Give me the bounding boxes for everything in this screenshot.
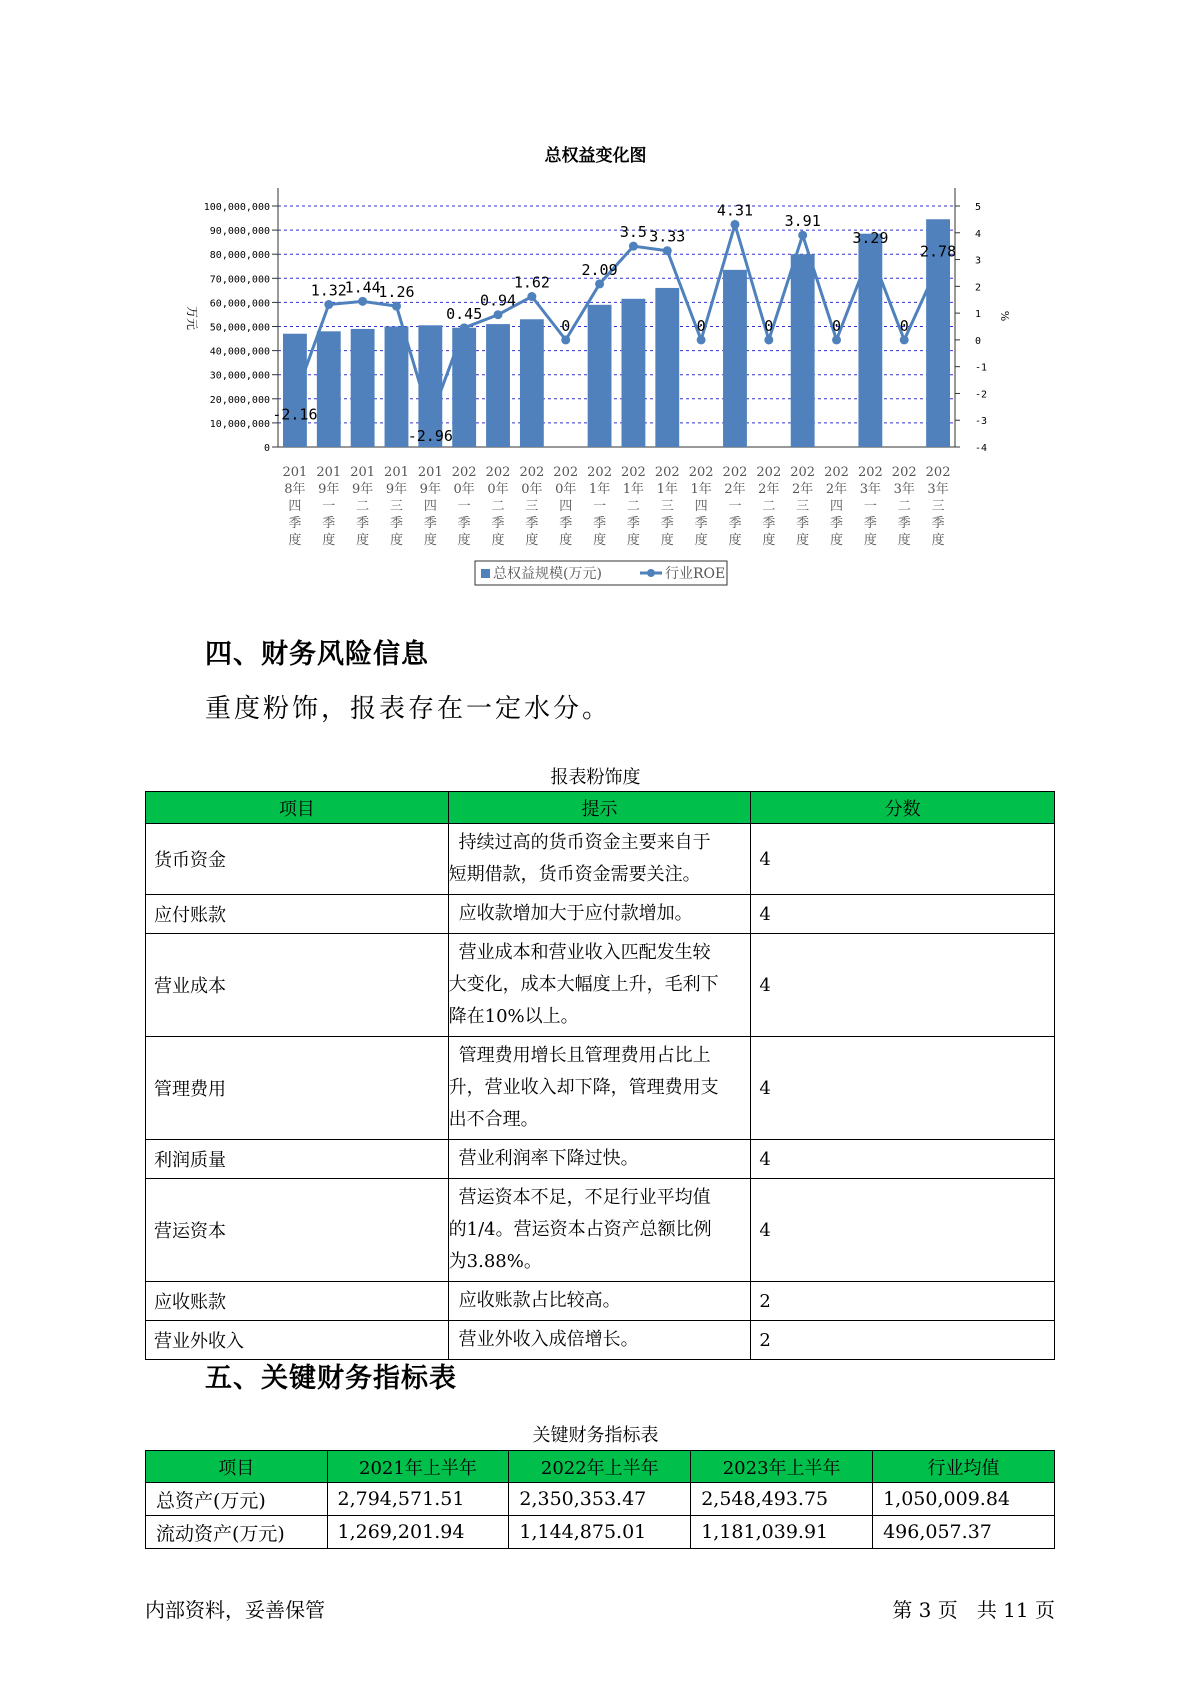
x-category-label: 三	[796, 499, 810, 514]
x-category-label: 季	[796, 516, 810, 531]
y-left-tick-label: 30,000,000	[209, 370, 270, 382]
x-category-label: 三	[525, 499, 539, 514]
x-category-label: 度	[626, 533, 640, 548]
cell: 总资产(万元)	[146, 1483, 328, 1516]
x-category-label: 季	[660, 516, 674, 531]
y-left-tick-label: 80,000,000	[209, 250, 270, 262]
header-item: 项目	[146, 1451, 328, 1483]
x-category-label: 2年	[724, 482, 746, 497]
bar	[588, 305, 612, 447]
x-category-label: 季	[728, 516, 742, 531]
table2-caption: 关键财务指标表	[532, 1425, 659, 1446]
table-row	[146, 1140, 1055, 1179]
hint-line: 短期借款，货币资金需要关注。	[448, 864, 701, 885]
table-row	[146, 1282, 1055, 1321]
bar	[791, 254, 815, 447]
roe-point	[426, 415, 435, 424]
hint-line: 出不合理。	[448, 1109, 539, 1130]
item-cell: 利润质量	[146, 1140, 449, 1179]
x-category-label: 一	[863, 499, 877, 514]
table-row	[146, 895, 1055, 934]
roe-data-label: 3.29	[852, 228, 889, 247]
x-category-label: 201	[316, 465, 342, 480]
table-row	[146, 1516, 1055, 1549]
y-left-tick-label: 0	[263, 443, 270, 454]
cell: 2,350,353.47	[509, 1483, 691, 1516]
x-category-label: 度	[694, 533, 708, 548]
hint-line: 应收账款占比较高。	[458, 1290, 621, 1311]
x-category-label: 202	[485, 465, 511, 480]
cell: 1,269,201.94	[327, 1516, 509, 1549]
x-category-label: 四	[423, 499, 437, 514]
roe-data-label: 0	[764, 316, 774, 335]
table-row	[146, 934, 1055, 1037]
item-cell: 应收账款	[146, 1282, 449, 1321]
x-category-label: 201	[417, 465, 443, 480]
x-category-label: 四	[559, 499, 573, 514]
score-cell: 2	[751, 1282, 1055, 1321]
hint-cell	[448, 934, 751, 1037]
hint-cell	[448, 895, 751, 934]
x-category-label: 季	[423, 516, 437, 531]
x-category-label: 二	[626, 499, 640, 514]
hint-line: 营业成本和营业收入匹配发生较	[458, 942, 711, 963]
bar	[317, 331, 341, 447]
header-industry-avg: 行业均值	[873, 1451, 1055, 1483]
table-row	[146, 824, 1055, 895]
roe-point	[663, 246, 672, 255]
roe-point	[494, 310, 503, 319]
x-category-label: 9年	[419, 482, 441, 497]
y-right-tick-label: -1	[975, 362, 988, 374]
x-category-label: 202	[621, 465, 646, 480]
x-category-label: 度	[389, 533, 403, 548]
x-category-label: 202	[722, 465, 748, 480]
roe-point	[527, 292, 536, 301]
cell: 流动资产(万元)	[146, 1516, 328, 1549]
x-category-label: 3年	[927, 482, 949, 497]
roe-data-label: 1.62	[513, 273, 550, 292]
x-category-label: 度	[728, 533, 742, 548]
x-category-label: 202	[688, 465, 714, 480]
y-left-tick-label: 20,000,000	[209, 394, 270, 406]
cell: 2,794,571.51	[327, 1483, 509, 1516]
bar	[622, 299, 646, 447]
roe-point	[798, 231, 807, 240]
roe-data-label: 3.33	[649, 227, 686, 246]
chart-title: 总权益变化图	[544, 146, 647, 166]
roe-data-label: 0	[696, 316, 706, 335]
x-category-label: 9年	[318, 482, 340, 497]
legend-line-label: 行业ROE	[665, 566, 726, 582]
bar	[452, 328, 476, 447]
x-category-label: 季	[491, 516, 505, 531]
y-right-tick-label: 3	[975, 255, 982, 267]
x-category-label: 度	[288, 533, 302, 548]
x-category-label: 三	[660, 499, 674, 514]
table-row	[146, 1037, 1055, 1140]
section-4-heading: 四、财务风险信息	[205, 639, 429, 670]
item-cell: 管理费用	[146, 1037, 449, 1140]
hint-line: 升，营业收入却下降，管理费用支	[448, 1077, 719, 1098]
legend-bar-label: 总权益规模(万元)	[493, 566, 602, 582]
hint-line: 营业利润率下降过快。	[458, 1148, 639, 1169]
y-left-tick-label: 100,000,000	[203, 202, 270, 213]
x-category-label: 度	[491, 533, 505, 548]
cell: 1,144,875.01	[509, 1516, 691, 1549]
x-category-label: 季	[626, 516, 640, 531]
x-category-label: 202	[790, 465, 816, 480]
x-category-label: 度	[423, 533, 437, 548]
x-category-label: 202	[891, 465, 917, 480]
x-category-label: 202	[451, 465, 477, 480]
x-category-label: 度	[457, 533, 471, 548]
x-category-label: 度	[660, 533, 674, 548]
roe-point	[324, 300, 333, 309]
key-indicators-table	[145, 1450, 1055, 1549]
roe-data-label: -2.96	[407, 427, 453, 446]
x-category-label: 季	[288, 516, 302, 531]
x-category-label: 季	[389, 516, 403, 531]
x-category-label: 度	[796, 533, 810, 548]
roe-point	[730, 220, 739, 229]
cell: 2,548,493.75	[691, 1483, 873, 1516]
x-category-label: 度	[897, 533, 911, 548]
table-header-row	[146, 792, 1055, 824]
legend-line-marker	[647, 569, 655, 577]
x-category-label: 季	[322, 516, 336, 531]
bar	[351, 329, 375, 447]
item-cell: 营业成本	[146, 934, 449, 1037]
header-2022h1: 2022年上半年	[509, 1451, 691, 1483]
y-left-axis-title: 万元	[185, 305, 199, 331]
x-category-label: 2年	[758, 482, 780, 497]
roe-point	[629, 242, 638, 251]
cell: 496,057.37	[873, 1516, 1055, 1549]
y-left-tick-label: 50,000,000	[209, 322, 270, 334]
x-category-label: 度	[762, 533, 776, 548]
header-score: 分数	[751, 792, 1055, 824]
x-category-label: 二	[897, 499, 911, 514]
roe-point	[832, 335, 841, 344]
x-category-label: 201	[350, 465, 376, 480]
x-category-label: 季	[863, 516, 877, 531]
score-cell: 4	[751, 824, 1055, 895]
cell: 1,050,009.84	[873, 1483, 1055, 1516]
x-category-label: 度	[593, 533, 607, 548]
x-category-label: 季	[593, 516, 607, 531]
x-category-label: 201	[282, 465, 308, 480]
item-cell: 应付账款	[146, 895, 449, 934]
x-category-label: 201	[384, 465, 409, 480]
bar	[520, 319, 544, 447]
score-cell: 4	[751, 895, 1055, 934]
item-cell: 营运资本	[146, 1179, 449, 1282]
roe-data-label: 2.09	[581, 260, 618, 279]
hint-line: 大变化，成本大幅度上升，毛利下	[448, 974, 719, 995]
roe-point	[934, 261, 943, 270]
x-category-label: 202	[553, 465, 579, 480]
score-cell: 4	[751, 934, 1055, 1037]
y-right-tick-label: -3	[975, 416, 988, 428]
hint-cell	[448, 824, 751, 895]
x-category-label: 202	[857, 465, 883, 480]
x-category-label: 二	[491, 499, 505, 514]
x-category-label: 一	[322, 499, 336, 514]
roe-data-label: 3.5	[619, 223, 647, 242]
x-category-label: 1年	[656, 482, 678, 497]
bar	[655, 288, 679, 447]
x-category-label: 四	[694, 499, 708, 514]
header-hint: 提示	[448, 792, 751, 824]
y-left-tick-label: 10,000,000	[209, 418, 270, 430]
hint-line: 为3.88%。	[448, 1251, 542, 1272]
hint-cell	[448, 1321, 751, 1360]
x-category-label: 1年	[588, 482, 611, 497]
x-category-label: 季	[457, 516, 471, 531]
header-item: 项目	[146, 792, 449, 824]
y-left-tick-label: 90,000,000	[209, 226, 270, 238]
roe-point	[900, 335, 909, 344]
roe-point	[697, 335, 706, 344]
bar	[723, 270, 747, 447]
hint-cell	[448, 1140, 751, 1179]
x-category-label: 202	[587, 465, 612, 480]
x-category-label: 1年	[690, 482, 712, 497]
x-category-label: 202	[756, 465, 782, 480]
roe-data-label: 3.91	[784, 212, 821, 231]
bar	[486, 324, 510, 447]
score-cell: 4	[751, 1037, 1055, 1140]
footer-left: 内部资料，妥善保管	[145, 1598, 325, 1622]
section-4-text: 重度粉饰，报表存在一定水分。	[205, 694, 612, 724]
score-cell: 4	[751, 1179, 1055, 1282]
x-category-label: 度	[559, 533, 573, 548]
section-5-heading: 五、关键财务指标表	[205, 1363, 457, 1394]
x-category-label: 度	[356, 533, 370, 548]
table1-caption: 报表粉饰度	[550, 767, 641, 788]
hint-line: 的1/4。营运资本占资产总额比例	[448, 1219, 712, 1240]
y-right-tick-label: 2	[975, 282, 982, 294]
roe-data-label: 1.44	[344, 278, 381, 297]
item-cell: 营业外收入	[146, 1321, 449, 1360]
x-category-label: 季	[525, 516, 539, 531]
x-category-label: 一	[457, 499, 471, 514]
x-category-label: 季	[830, 516, 844, 531]
hint-line: 应收款增加大于应付款增加。	[458, 903, 693, 924]
x-category-label: 2年	[825, 482, 848, 497]
hint-cell	[448, 1282, 751, 1321]
table-row	[146, 1321, 1055, 1360]
x-category-label: 3年	[859, 482, 882, 497]
equity-chart	[0, 0, 1191, 600]
x-category-label: 一	[593, 499, 607, 514]
y-left-tick-label: 40,000,000	[209, 346, 270, 358]
x-category-label: 9年	[351, 482, 374, 497]
roe-point	[561, 335, 570, 344]
x-category-label: 0年	[521, 482, 543, 497]
x-category-label: 202	[824, 465, 849, 480]
y-right-tick-label: -4	[975, 443, 988, 454]
roe-data-label: 0.94	[479, 291, 517, 310]
x-category-label: 0年	[453, 482, 475, 497]
roe-data-label: 0	[561, 316, 571, 335]
roe-point	[764, 335, 773, 344]
cell: 1,181,039.91	[691, 1516, 873, 1549]
roe-data-label: 1.32	[310, 281, 347, 300]
y-right-tick-label: 4	[975, 228, 982, 240]
footer-page-number: 第 3 页 共 11 页	[892, 1598, 1055, 1622]
roe-point	[392, 302, 401, 311]
table-row	[146, 1483, 1055, 1516]
x-category-label: 季	[559, 516, 573, 531]
bar	[283, 334, 307, 447]
x-category-label: 季	[694, 516, 708, 531]
x-category-label: 三	[931, 499, 945, 514]
y-right-axis-title: %	[998, 310, 1011, 322]
roe-data-label: 0	[899, 316, 909, 335]
hint-cell	[448, 1179, 751, 1282]
y-right-tick-label: 5	[975, 202, 982, 213]
score-cell: 2	[751, 1321, 1055, 1360]
score-cell: 4	[751, 1140, 1055, 1179]
x-category-label: 三	[389, 499, 403, 514]
item-cell: 货币资金	[146, 824, 449, 895]
x-category-label: 202	[925, 465, 951, 480]
x-category-label: 四	[830, 499, 844, 514]
x-category-label: 3年	[893, 482, 915, 497]
roe-data-label: 0	[832, 316, 842, 335]
roe-point	[866, 247, 875, 256]
roe-data-label: 0.45	[446, 304, 483, 323]
table-header-row	[146, 1451, 1055, 1483]
hint-line: 营业外收入成倍增长。	[458, 1329, 639, 1350]
x-category-label: 季	[897, 516, 911, 531]
x-category-label: 9年	[385, 482, 408, 497]
x-category-label: 季	[931, 516, 945, 531]
x-category-label: 度	[525, 533, 539, 548]
x-category-label: 8年	[284, 482, 306, 497]
hint-line: 持续过高的货币资金主要来自于	[458, 832, 711, 853]
legend-bar-swatch	[481, 569, 490, 578]
x-category-label: 二	[356, 499, 370, 514]
header-2023h1: 2023年上半年	[691, 1451, 873, 1483]
x-category-label: 1年	[622, 482, 645, 497]
hint-cell	[448, 1037, 751, 1140]
x-category-label: 度	[863, 533, 877, 548]
y-left-tick-label: 70,000,000	[209, 274, 270, 286]
x-category-label: 度	[830, 533, 844, 548]
bar	[385, 327, 409, 448]
roe-point	[358, 297, 367, 306]
bar	[858, 234, 882, 447]
x-category-label: 度	[322, 533, 336, 548]
hint-line: 降在10%以上。	[448, 1006, 579, 1027]
x-category-label: 度	[931, 533, 945, 548]
roe-data-label: 2.78	[920, 242, 957, 261]
x-category-label: 季	[762, 516, 776, 531]
x-category-label: 二	[762, 499, 776, 514]
x-category-label: 202	[654, 465, 680, 480]
x-category-label: 202	[519, 465, 545, 480]
y-right-tick-label: 0	[975, 335, 982, 347]
x-category-label: 四	[288, 499, 302, 514]
header-2021h1: 2021年上半年	[327, 1451, 509, 1483]
roe-data-label: -2.16	[272, 405, 318, 424]
x-category-label: 季	[356, 516, 370, 531]
hint-line: 管理费用增长且管理费用占比上	[458, 1045, 711, 1066]
x-category-label: 2年	[792, 482, 814, 497]
x-category-label: 一	[728, 499, 742, 514]
x-category-label: 0年	[487, 482, 509, 497]
roe-point	[290, 393, 299, 402]
x-category-label: 0年	[555, 482, 577, 497]
roe-data-label: 1.26	[378, 283, 415, 302]
y-right-tick-label: -2	[975, 389, 988, 401]
roe-point	[595, 279, 604, 288]
y-left-tick-label: 60,000,000	[209, 298, 270, 310]
table-row	[146, 1179, 1055, 1282]
roe-point	[460, 323, 469, 332]
roe-data-label: 4.31	[716, 201, 754, 220]
window-dressing-table	[145, 791, 1055, 1360]
y-right-tick-label: 1	[975, 309, 982, 321]
hint-line: 营运资本不足，不足行业平均值	[458, 1187, 711, 1208]
